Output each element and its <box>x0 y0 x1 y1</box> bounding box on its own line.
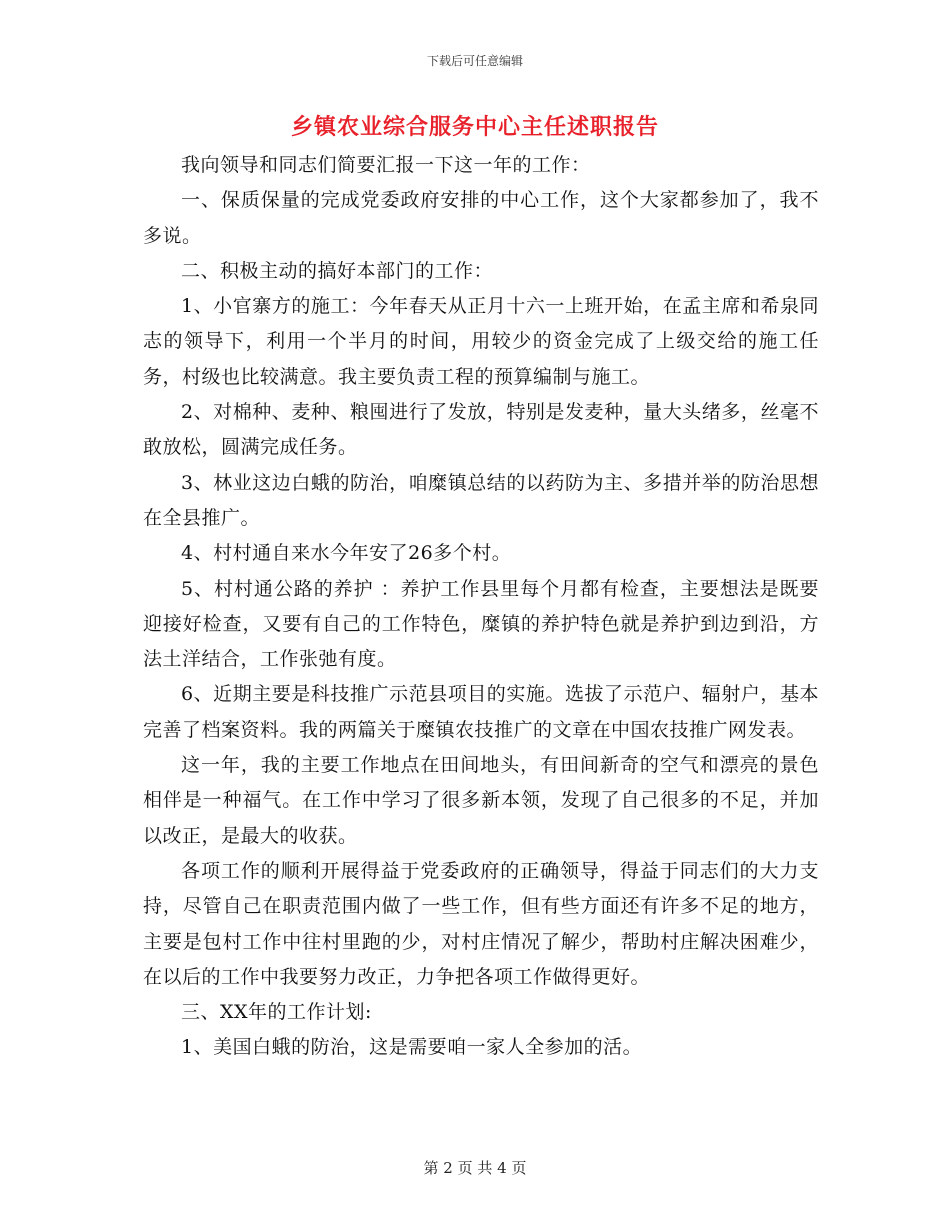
paragraph-section-2-heading: 二、积极主动的搞好本部门的工作： <box>181 259 494 282</box>
paragraph-reflection: 各项工作的顺利开展得益于党委政府的正确领导，得益于同志们的大力支持，尽管自己在职责范围内做了一些工作，但有些方面还有许多不足的地方，主要是包村工作中往村里跑的少，对村庄情况了解少，帮助村庄解决困难少，在以后的工作中我要努力改正，力争把各项工作做得更好。 <box>143 859 819 988</box>
page-number-footer: 第 2 页 共 4 页 <box>423 1159 527 1177</box>
paragraph-item-1: 1、小官寨方的施工：今年春天从正月十六一上班开始，在孟主席和希泉同志的领导下，利用一个半月的时间，用较少的资金完成了上级交给的施工任务，村级也比较满意。我主要负责工程的预算编制与施工。 <box>143 295 819 388</box>
paragraph-item-5: 5、村村通公路的养护 ：养护工作县里每个月都有检查，主要想法是既要迎接好检查，又要有自己的工作特色，糜镇的养护特色就是养护到边到沿，方法土洋结合，工作张弛有度。 <box>143 577 819 671</box>
paragraph-item-4: 4、村村通自来水今年安了26多个村。 <box>181 542 512 565</box>
document-title: 乡镇农业综合服务中心主任述职报告 <box>290 114 659 140</box>
paragraph-item-2: 2、对棉种、麦种、粮囤进行了发放，特别是发麦种，量大头绪多，丝毫不敢放松，圆满完成任务。 <box>143 401 819 459</box>
paragraph-item-3: 3、林业这边白蛾的防治，咱糜镇总结的以药防为主、多措并举的防治思想在全县推广。 <box>143 471 819 529</box>
paragraph-item-6: 6、近期主要是科技推广示范县项目的实施。选拔了示范户、辐射户，基本完善了档案资料。我的两篇关于糜镇农技推广的文章在中国农技推广网发表。 <box>143 683 819 741</box>
paragraph-section-3-heading: 三、XX年的工作计划: <box>181 1001 372 1024</box>
document-body <box>143 148 819 1066</box>
paragraph-plan-item-1: 1、美国白蛾的防治，这是需要咱一家人全参加的活。 <box>181 1036 643 1059</box>
page-header-note: 下载后可任意编辑 <box>426 54 523 68</box>
paragraph-intro: 我向领导和同志们简要汇报一下这一年的工作： <box>181 154 591 176</box>
paragraph-section-1: 一、保质保量的完成党委政府安排的中心工作，这个大家都参加了，我不多说。 <box>143 189 819 247</box>
paragraph-year-summary: 这一年，我的主要工作地点在田间地头，有田间新奇的空气和漂亮的景色相伴是一种福气。在工作中学习了很多新本领，发现了自己很多的不足，并加以改正，是最大的收获。 <box>143 754 819 847</box>
